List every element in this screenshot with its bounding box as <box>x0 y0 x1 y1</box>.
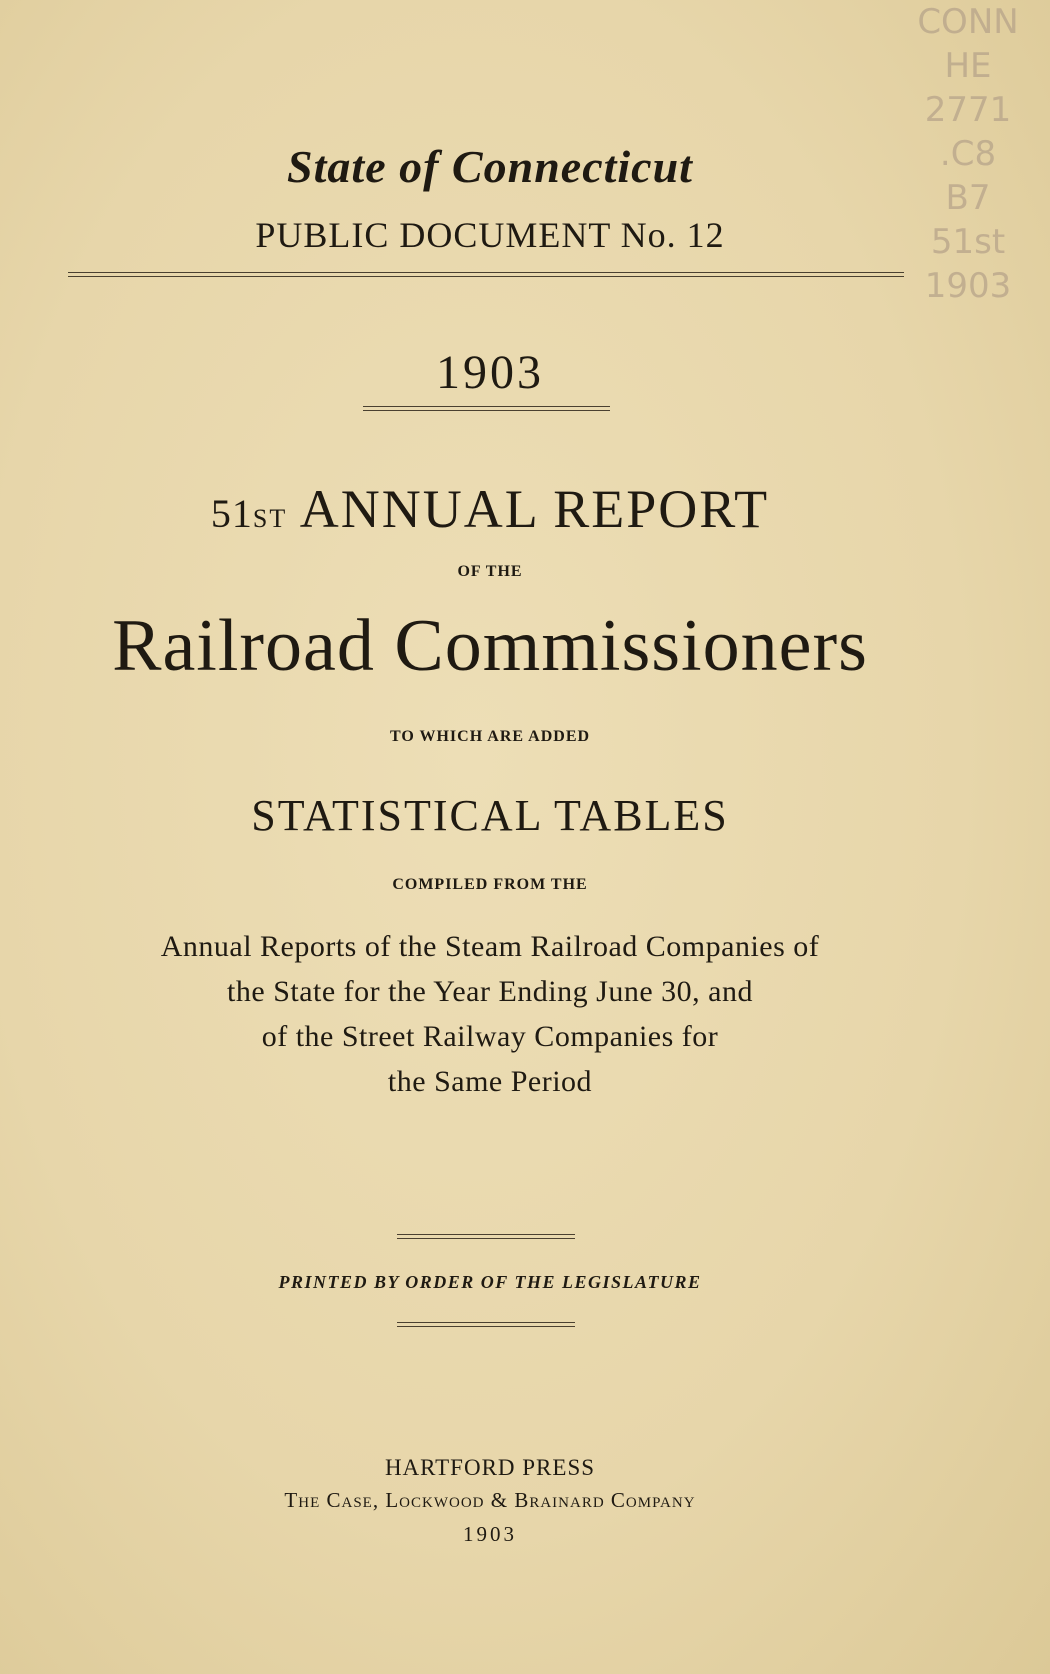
public-document-number: PUBLIC DOCUMENT No. 12 <box>255 215 725 255</box>
ordinal-number: 51 <box>210 491 253 536</box>
printed-top-rule <box>397 1234 575 1239</box>
of-the-label: OF THE <box>457 563 523 580</box>
printed-by-order: PRINTED BY ORDER OF THE LEGISLATURE <box>278 1272 702 1292</box>
margin-note-line: 51st <box>930 222 1006 262</box>
railroad-commissioners-title: Railroad Commissioners <box>112 605 868 687</box>
compiled-label: COMPILED FROM THE <box>392 876 588 893</box>
year-rule <box>363 406 610 411</box>
annual-report-title <box>0 478 980 540</box>
state-heading: State of Connecticut <box>287 141 693 192</box>
margin-note-line: B7 <box>945 178 991 218</box>
imprint-company: The Case, Lockwood & Brainard Company <box>284 1488 696 1512</box>
margin-note-line: .C8 <box>939 134 997 174</box>
ordinal-suffix: ST <box>252 504 288 533</box>
margin-note-line: CONN <box>917 2 1019 42</box>
margin-note-line: HE <box>944 46 992 86</box>
statistical-tables-title: STATISTICAL TABLES <box>251 791 729 840</box>
description-paragraph <box>0 924 980 1104</box>
margin-note-line: 2771 <box>924 90 1012 130</box>
imprint-press: HARTFORD PRESS <box>384 1455 596 1480</box>
report-year: 1903 <box>436 346 544 399</box>
description-line: Annual Reports of the Steam Railroad Companies of <box>160 930 820 963</box>
description-line: the Same Period <box>387 1065 593 1098</box>
report-title: ANNUAL REPORT <box>299 479 770 539</box>
description-line: the State for the Year Ending June 30, and <box>227 975 753 1008</box>
description-line: of the Street Railway Companies for <box>261 1020 719 1053</box>
to-which-label: TO WHICH ARE ADDED <box>389 728 591 745</box>
imprint-year: 1903 <box>463 1522 517 1546</box>
margin-note-line: 1903 <box>924 266 1012 306</box>
printed-bottom-rule <box>397 1322 575 1327</box>
header-rule <box>68 272 904 277</box>
